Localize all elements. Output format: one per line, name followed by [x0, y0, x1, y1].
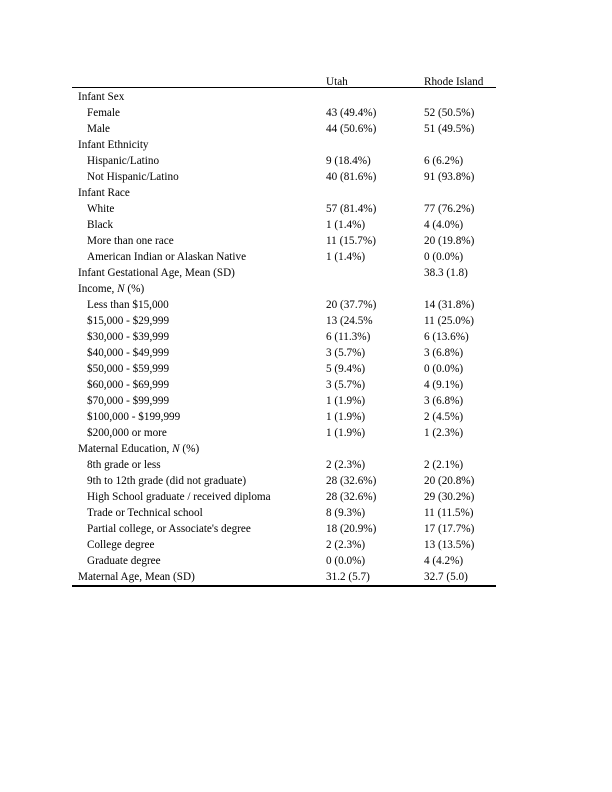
- row-label: American Indian or Alaskan Native: [87, 251, 247, 263]
- utah-value: 44 (50.6%): [326, 123, 377, 135]
- utah-value: 1 (1.9%): [326, 411, 366, 423]
- row-label: Infant Sex: [78, 91, 125, 103]
- row-label: $60,000 - $69,999: [87, 379, 170, 391]
- row-label: 8th grade or less: [87, 459, 161, 471]
- table-row-education-level: [72, 505, 496, 521]
- rhode-island-value: 6 (13.6%): [424, 331, 469, 343]
- row-label: Partial college, or Associate's degree: [87, 523, 251, 535]
- row-label: Hispanic/Latino: [87, 155, 160, 167]
- rhode-island-value: 4 (9.1%): [424, 379, 464, 391]
- utah-value: 40 (81.6%): [326, 171, 377, 183]
- utah-value: 2 (2.3%): [326, 459, 366, 471]
- utah-value: 28 (32.6%): [326, 475, 377, 487]
- rhode-island-value: 32.7 (5.0): [424, 571, 468, 583]
- rhode-island-value: 38.3 (1.8): [424, 267, 468, 279]
- table-row-white: [72, 201, 496, 217]
- row-label: $200,000 or more: [87, 427, 167, 439]
- row-label: $100,000 - $199,999: [87, 411, 181, 423]
- column-header-rhode-island: Rhode Island: [424, 76, 484, 88]
- utah-value: 1 (1.4%): [326, 251, 366, 263]
- table-row-black: [72, 217, 496, 233]
- row-label: Trade or Technical school: [87, 507, 203, 519]
- utah-value: 18 (20.9%): [326, 523, 377, 535]
- rhode-island-value: 20 (20.8%): [424, 475, 475, 487]
- rhode-island-value: 29 (30.2%): [424, 491, 475, 503]
- row-label: $70,000 - $99,999: [87, 395, 170, 407]
- rhode-island-value: 14 (31.8%): [424, 299, 475, 311]
- rhode-island-value: 3 (6.8%): [424, 347, 464, 359]
- row-label: Not Hispanic/Latino: [87, 171, 179, 183]
- row-label: Male: [87, 123, 110, 135]
- table-header-row: [72, 74, 496, 88]
- row-label: Maternal Age, Mean (SD): [78, 571, 195, 583]
- rhode-island-value: 3 (6.8%): [424, 395, 464, 407]
- utah-value: 5 (9.4%): [326, 363, 366, 375]
- table-bottom-rule: [72, 585, 496, 587]
- table-row-income-bracket: [72, 361, 496, 377]
- table-row-infant-ethnicity: [72, 137, 496, 153]
- row-label: College degree: [87, 539, 155, 551]
- table-row-american-indian: [72, 249, 496, 265]
- table-row-income-bracket: [72, 297, 496, 313]
- utah-value: 1 (1.9%): [326, 395, 366, 407]
- table-row-income-bracket: [72, 393, 496, 409]
- utah-value: 3 (5.7%): [326, 347, 366, 359]
- n-italic: N: [172, 443, 180, 455]
- rhode-island-value: 52 (50.5%): [424, 107, 475, 119]
- utah-value: 57 (81.4%): [326, 203, 377, 215]
- table-row-education-level: [72, 521, 496, 537]
- table-row-female: [72, 105, 496, 121]
- table-row-education-level: [72, 473, 496, 489]
- utah-value: 11 (15.7%): [326, 235, 376, 247]
- utah-value: 1 (1.9%): [326, 427, 366, 439]
- rhode-island-value: 0 (0.0%): [424, 251, 464, 263]
- table-row-not-hispanic-latino: [72, 169, 496, 185]
- table-row-education-level: [72, 457, 496, 473]
- row-label: Infant Gestational Age, Mean (SD): [78, 267, 235, 279]
- row-label: More than one race: [87, 235, 174, 247]
- table-row-hispanic-latino: [72, 153, 496, 169]
- row-label: Income, N (%): [78, 283, 145, 295]
- table-row-more-than-one-race: [72, 233, 496, 249]
- row-label: Infant Race: [78, 187, 130, 199]
- row-label: Less than $15,000: [87, 299, 169, 311]
- rhode-island-value: 2 (2.1%): [424, 459, 464, 471]
- table-row-maternal-age: [72, 569, 496, 585]
- rhode-island-value: 20 (19.8%): [424, 235, 475, 247]
- table-row-education-level: [72, 489, 496, 505]
- row-label: $40,000 - $49,999: [87, 347, 170, 359]
- table-row-income-bracket: [72, 409, 496, 425]
- row-label: White: [87, 203, 115, 215]
- row-label: $30,000 - $39,999: [87, 331, 170, 343]
- row-label: Black: [87, 219, 114, 231]
- rhode-island-value: 4 (4.2%): [424, 555, 464, 567]
- rhode-island-value: 1 (2.3%): [424, 427, 464, 439]
- utah-value: 8 (9.3%): [326, 507, 366, 519]
- rhode-island-value: 6 (6.2%): [424, 155, 464, 167]
- rhode-island-value: 13 (13.5%): [424, 539, 475, 551]
- utah-value: 6 (11.3%): [326, 331, 371, 343]
- rhode-island-value: 11 (11.5%): [424, 507, 474, 519]
- table-row-infant-race: [72, 185, 496, 201]
- utah-value: 2 (2.3%): [326, 539, 366, 551]
- table-row-income: [72, 281, 496, 297]
- table-row-education-level: [72, 537, 496, 553]
- utah-value: 43 (49.4%): [326, 107, 377, 119]
- demographics-table: [72, 74, 496, 587]
- n-italic: N: [117, 283, 125, 295]
- rhode-island-value: 91 (93.8%): [424, 171, 475, 183]
- table-row-income-bracket: [72, 345, 496, 361]
- rhode-island-value: 77 (76.2%): [424, 203, 475, 215]
- row-label: Infant Ethnicity: [78, 139, 149, 151]
- utah-value: 20 (37.7%): [326, 299, 377, 311]
- row-label: $15,000 - $29,999: [87, 315, 170, 327]
- row-label: Female: [87, 107, 120, 119]
- column-header-utah: Utah: [326, 76, 348, 88]
- table-row-income-bracket: [72, 329, 496, 345]
- rhode-island-value: 17 (17.7%): [424, 523, 475, 535]
- table-row-gestational-age: [72, 265, 496, 281]
- utah-value: 9 (18.4%): [326, 155, 371, 167]
- row-label: Graduate degree: [87, 555, 161, 567]
- table-row-income-bracket: [72, 425, 496, 441]
- utah-value: 3 (5.7%): [326, 379, 366, 391]
- row-label: Maternal Education, N (%): [78, 443, 200, 455]
- rhode-island-value: 0 (0.0%): [424, 363, 464, 375]
- table-body: [72, 88, 496, 585]
- rhode-island-value: 2 (4.5%): [424, 411, 464, 423]
- table-row-infant-sex: [72, 89, 496, 105]
- table-row-education-level: [72, 553, 496, 569]
- table-row-maternal-education: [72, 441, 496, 457]
- row-label: $50,000 - $59,999: [87, 363, 170, 375]
- utah-value: 1 (1.4%): [326, 219, 366, 231]
- row-label: High School graduate / received diploma: [87, 491, 271, 503]
- utah-value: 28 (32.6%): [326, 491, 377, 503]
- row-label: 9th to 12th grade (did not graduate): [87, 475, 247, 487]
- utah-value: 13 (24.5%: [326, 315, 373, 327]
- table-row-income-bracket: [72, 313, 496, 329]
- table-row-income-bracket: [72, 377, 496, 393]
- utah-value: 31.2 (5.7): [326, 571, 370, 583]
- rhode-island-value: 4 (4.0%): [424, 219, 464, 231]
- rhode-island-value: 51 (49.5%): [424, 123, 475, 135]
- table-row-male: [72, 121, 496, 137]
- rhode-island-value: 11 (25.0%): [424, 315, 474, 327]
- utah-value: 0 (0.0%): [326, 555, 366, 567]
